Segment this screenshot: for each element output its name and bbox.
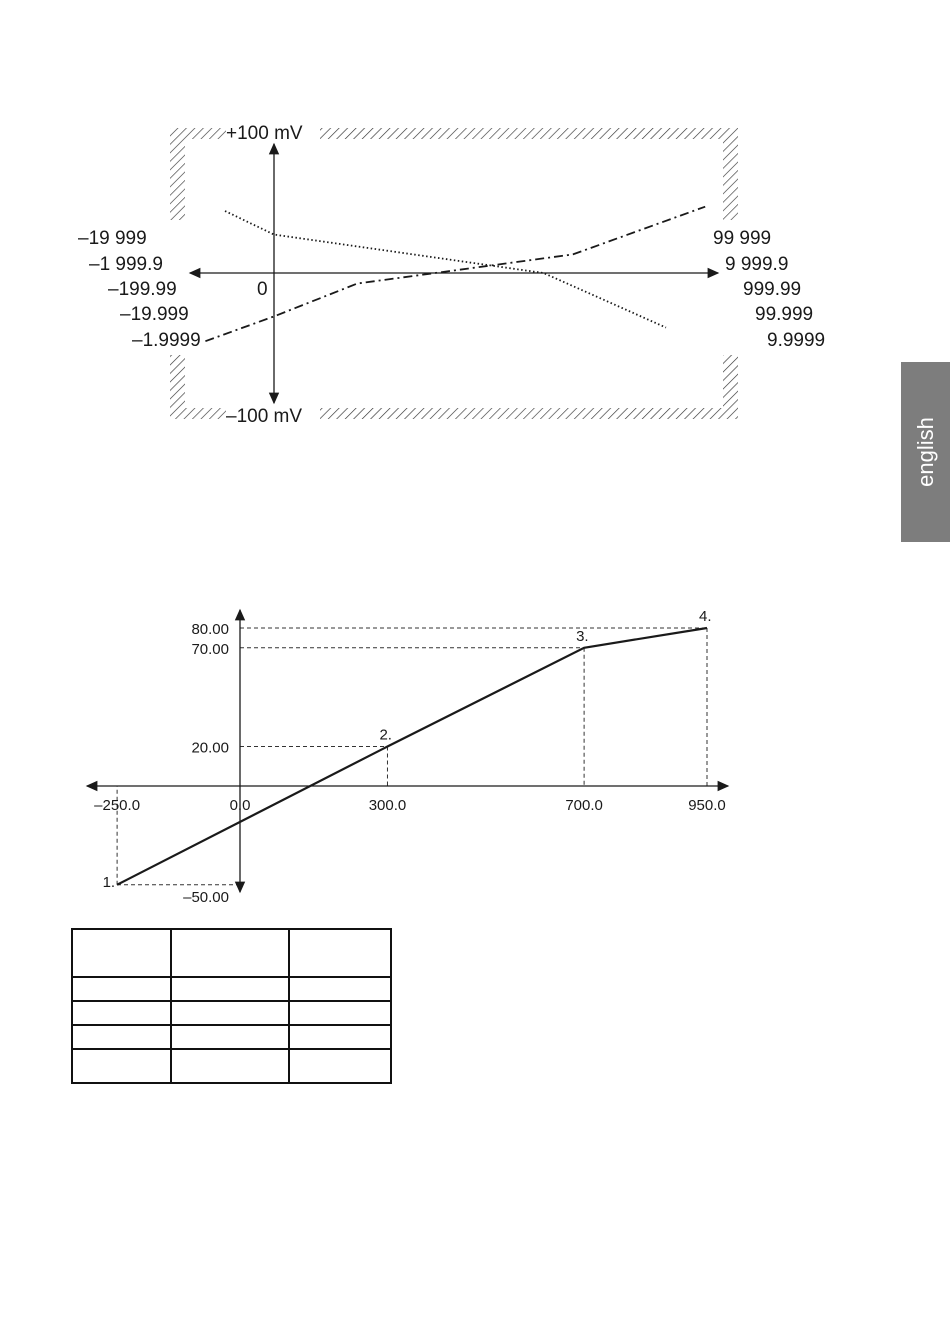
c2-x-tick-label: 700.0 [565, 797, 603, 814]
left-range-label: –199.99 [108, 279, 177, 300]
c2-x-tick-label: –250.0 [94, 797, 141, 814]
y-axis-bottom-label: –100 mV [226, 406, 303, 427]
right-range-label: 99 999 [713, 228, 772, 249]
c2-y-tick-label: 80.00 [191, 621, 229, 638]
c2-point-label: 1. [102, 873, 116, 891]
signal-range-chart [0, 0, 950, 460]
table-cell [72, 1025, 171, 1049]
origin-label: 0 [257, 279, 268, 300]
table-cell [289, 929, 391, 977]
table-cell [289, 1049, 391, 1083]
c2-point-label: 4. [699, 608, 712, 625]
table-cell [171, 929, 289, 977]
right-range-labels [713, 228, 825, 351]
c2-x-tick-label: 950.0 [688, 797, 726, 814]
right-range-label: 999.99 [743, 279, 802, 300]
c1-series-line-dash-dot [205, 207, 705, 342]
table-cell [72, 1049, 171, 1083]
c2-y-tick-label: 20.00 [191, 739, 229, 757]
c2-x-tick-label: 0.0 [229, 797, 251, 814]
right-range-label: 99.999 [755, 304, 814, 325]
left-range-label: –1 999.9 [89, 254, 163, 275]
c2-point-label: 2. [379, 726, 392, 744]
c1-series-line-dotted [225, 211, 666, 328]
table-cell [171, 1025, 289, 1049]
c2-axes [87, 610, 728, 892]
right-range-label: 9 999.9 [725, 254, 789, 275]
c2-y-tick-label: 70.00 [191, 640, 229, 658]
c2-labels [94, 608, 726, 906]
table-cell [289, 1001, 391, 1025]
c1-series-group [205, 207, 705, 342]
y-axis-top-label: +100 mV [226, 123, 303, 144]
left-range-labels [78, 228, 201, 351]
left-range-label: –19 999 [78, 228, 147, 249]
table-cell [289, 977, 391, 1001]
table-cell [72, 977, 171, 1001]
linearization-chart [0, 590, 950, 910]
table-cell [289, 1025, 391, 1049]
left-range-label: –1.9999 [132, 330, 201, 351]
table-row [72, 1049, 391, 1083]
left-range-label: –19.999 [120, 304, 189, 325]
table-cell [72, 1001, 171, 1025]
table-row [72, 929, 391, 977]
c2-point-label: 3. [576, 627, 589, 645]
values-table [71, 928, 392, 1084]
language-tab[interactable] [901, 362, 950, 542]
c2-x-tick-label: 300.0 [368, 797, 407, 814]
c2-y-tick-label: –50.00 [183, 888, 229, 906]
table-cell [171, 1049, 289, 1083]
table-row [72, 1025, 391, 1049]
table-row [72, 977, 391, 1001]
table-cell [171, 1001, 289, 1025]
language-tab-label: english [912, 417, 938, 487]
table-cell [171, 977, 289, 1001]
table-row [72, 1001, 391, 1025]
table-cell [72, 929, 171, 977]
right-range-label: 9.9999 [767, 330, 826, 351]
